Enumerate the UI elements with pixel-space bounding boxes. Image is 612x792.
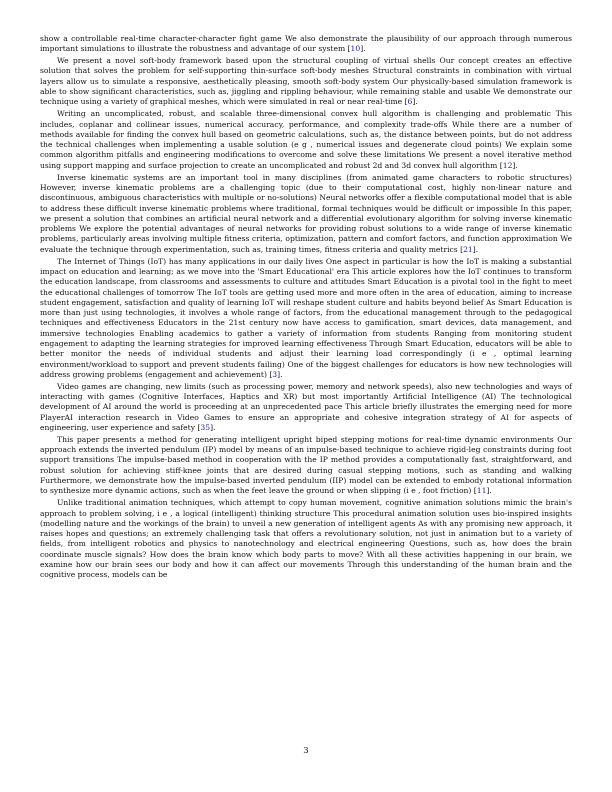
paragraph: The Internet of Things (IoT) has many applications in our daily lives One aspect in particular is how the IoT is making a substantial impact on education and learning; as we move into the 'Smart Educational' era This article explores how the IoT continues to transform the education landscape, from classrooms and assessments to culture and attitudes Smart Education is a pivotal tool in the fight to meet the educational challenges of tomorrow The IoT tools are getting used more and more often in the area of education, aiming to increase student engagement, satisfaction and quality of learning IoT will reshape student culture and habits beyond belief As Smart Education is more than just using technologies, it involves a whole range of factors, from the educational management through to the pedagogical techniques and effectiveness Educators in the 21st century now have access to gamification, smart devices, data management, and immersive technologies Enabling academics to gather a variety of information from students Ranging from monitoring student engagement to adapting the learning strategies for improved learning effectiveness Through Smart Education, educators will be able to better monitor the needs of individual students and adjust their learning load correspondingly (i e , optimal learning environment/workload to support and prevent students failing) One of the biggest challenges for educators is how new technologies will address growing problems (engagement and achievement) [3]. [40, 256, 572, 379]
citation-link[interactable]: 3 [272, 369, 278, 379]
paragraph: Inverse kinematic systems are an important tool in many disciplines (from animated game characters to robotic structures) However, inverse kinematic problems are a challenging topic (due to their computational cost, highly non-linear nature and discontinuous, ambiguous characteristics with multiple or no-solutions) Neural networks offer a flexible computational model that is able to address these difficult inverse kinematic problems where traditional, formal techniques would be difficult or impossible In this paper, we present a solution that combines an artificial neural network and a differential evolutionary algorithm for solving inverse kinematic problems We explore the potential advantages of neural networks for providing robust solutions to a wide range of inverse kinematic problems, particularly areas involving multiple fitness criteria, optimization, pattern and comfort factors, and function approximation We evaluate the technique through experimentation, such as, training times, fitness criteria and quality metrics [21]. [40, 172, 572, 254]
paragraph: We present a novel soft-body framework based upon the structural coupling of virtual shells Our concept creates an effective solution that solves the problem for self-supporting thin-surface soft-body meshes Structural constraints in combination with virtual layers allow us to simulate a responsive, aesthetically pleasing, smooth soft-body system Our physically-based simulation framework is able to show significant characteristics, such as, jiggling and rippling behaviour, while remaining stable and usable We demonstrate our technique using a variety of graphical meshes, which were simulated in real or near real-time [6]. [40, 56, 572, 107]
citation-link[interactable]: 10 [350, 44, 361, 54]
citation-link[interactable]: 21 [463, 244, 473, 254]
paragraph: Video games are changing, new limits (such as processing power, memory and network speeds), also new technologies and ways of interacting with games (Cognitive Interfaces, Haptics and XR) but most importantly Artificial Intelligence (AI) The technological development of AI around the world is proceeding at an unprecedented pace This article briefly illustrates the emerging need for more PlayerAI interaction research in Video Games to ensure an appropriate and cohesive integration strategy of AI for aspects of engineering, user experience and safety [35]. [40, 381, 572, 432]
citation-link[interactable]: 35 [200, 422, 211, 432]
paragraph: Unlike traditional animation techniques, which attempt to copy human movement, cognitive animation solutions mimic the brain's approach to problem solving, i e , a logical (intelligent) thinking structure This procedural animation solution uses bio-inspired insights (modelling nature and the workings of the brain) to unveil a new generation of intelligent agents As with any promising new approach, it raises hopes and questions; an extremely challenging task that offers a revolutionary solution, not just in animation but to a variety of fields, from intelligent robotics and physics to nanotechnology and electrical engineering Questions, such as, how does the brain coordinate muscle signals? How does the brain know which body parts to move? With all these activities happening in our brain, we examine how our brain sees our body and how it can affect our movements Through this understanding of the human brain and the cognitive process, models can be [40, 498, 572, 580]
paragraph: show a controllable real-time character-character fight game We also demonstrate the plausibility of our approach through numerous important simulations to illustrate the robustness and advantage of our system [10]. [40, 34, 572, 54]
citation-link[interactable]: 6 [407, 97, 413, 107]
citation-link[interactable]: 11 [476, 486, 487, 496]
page-body [40, 34, 572, 582]
paragraph: Writing an uncomplicated, robust, and scalable three-dimensional convex hull algorithm is challenging and problematic This includes, coplanar and collinear issues, numerical accuracy, performance, and complexity trade-offs While there are a number of methods available for finding the convex hull based on geometric calculations, such as, the distance between points, but do not address the technical challenges when implementing a usable solution (e g , numerical issues and degenerate cloud points) We explain some common algorithm pitfalls and engineering modifications to overcome and solve these limitations We present a novel iterative method using support mapping and surface projection to create an uncomplicated and robust 2d and 3d convex hull algorithm [12]. [40, 109, 572, 170]
citation-link[interactable]: 12 [502, 160, 513, 170]
page-number: 3 [303, 746, 309, 756]
paragraph: This paper presents a method for generating intelligent upright biped stepping motions for real-time dynamic environments Our approach extends the inverted pendulum (IP) model by means of an impulse-based technique to achieve rigid-leg constraints during foot support transitions The impulse-based method in cooperation with the IP method provides a computationally fast, straightforward, and robust solution for achieving stiff-knee joints that are desired during casual stepping motions, such as standing and walking Furthermore, we demonstrate how the impulse-based inverted pendulum (IIP) model can be extended to embody rotational information to synthesize more dynamic actions, such as when the feet leave the ground or when slipping (i e , foot friction) [11]. [40, 434, 572, 496]
